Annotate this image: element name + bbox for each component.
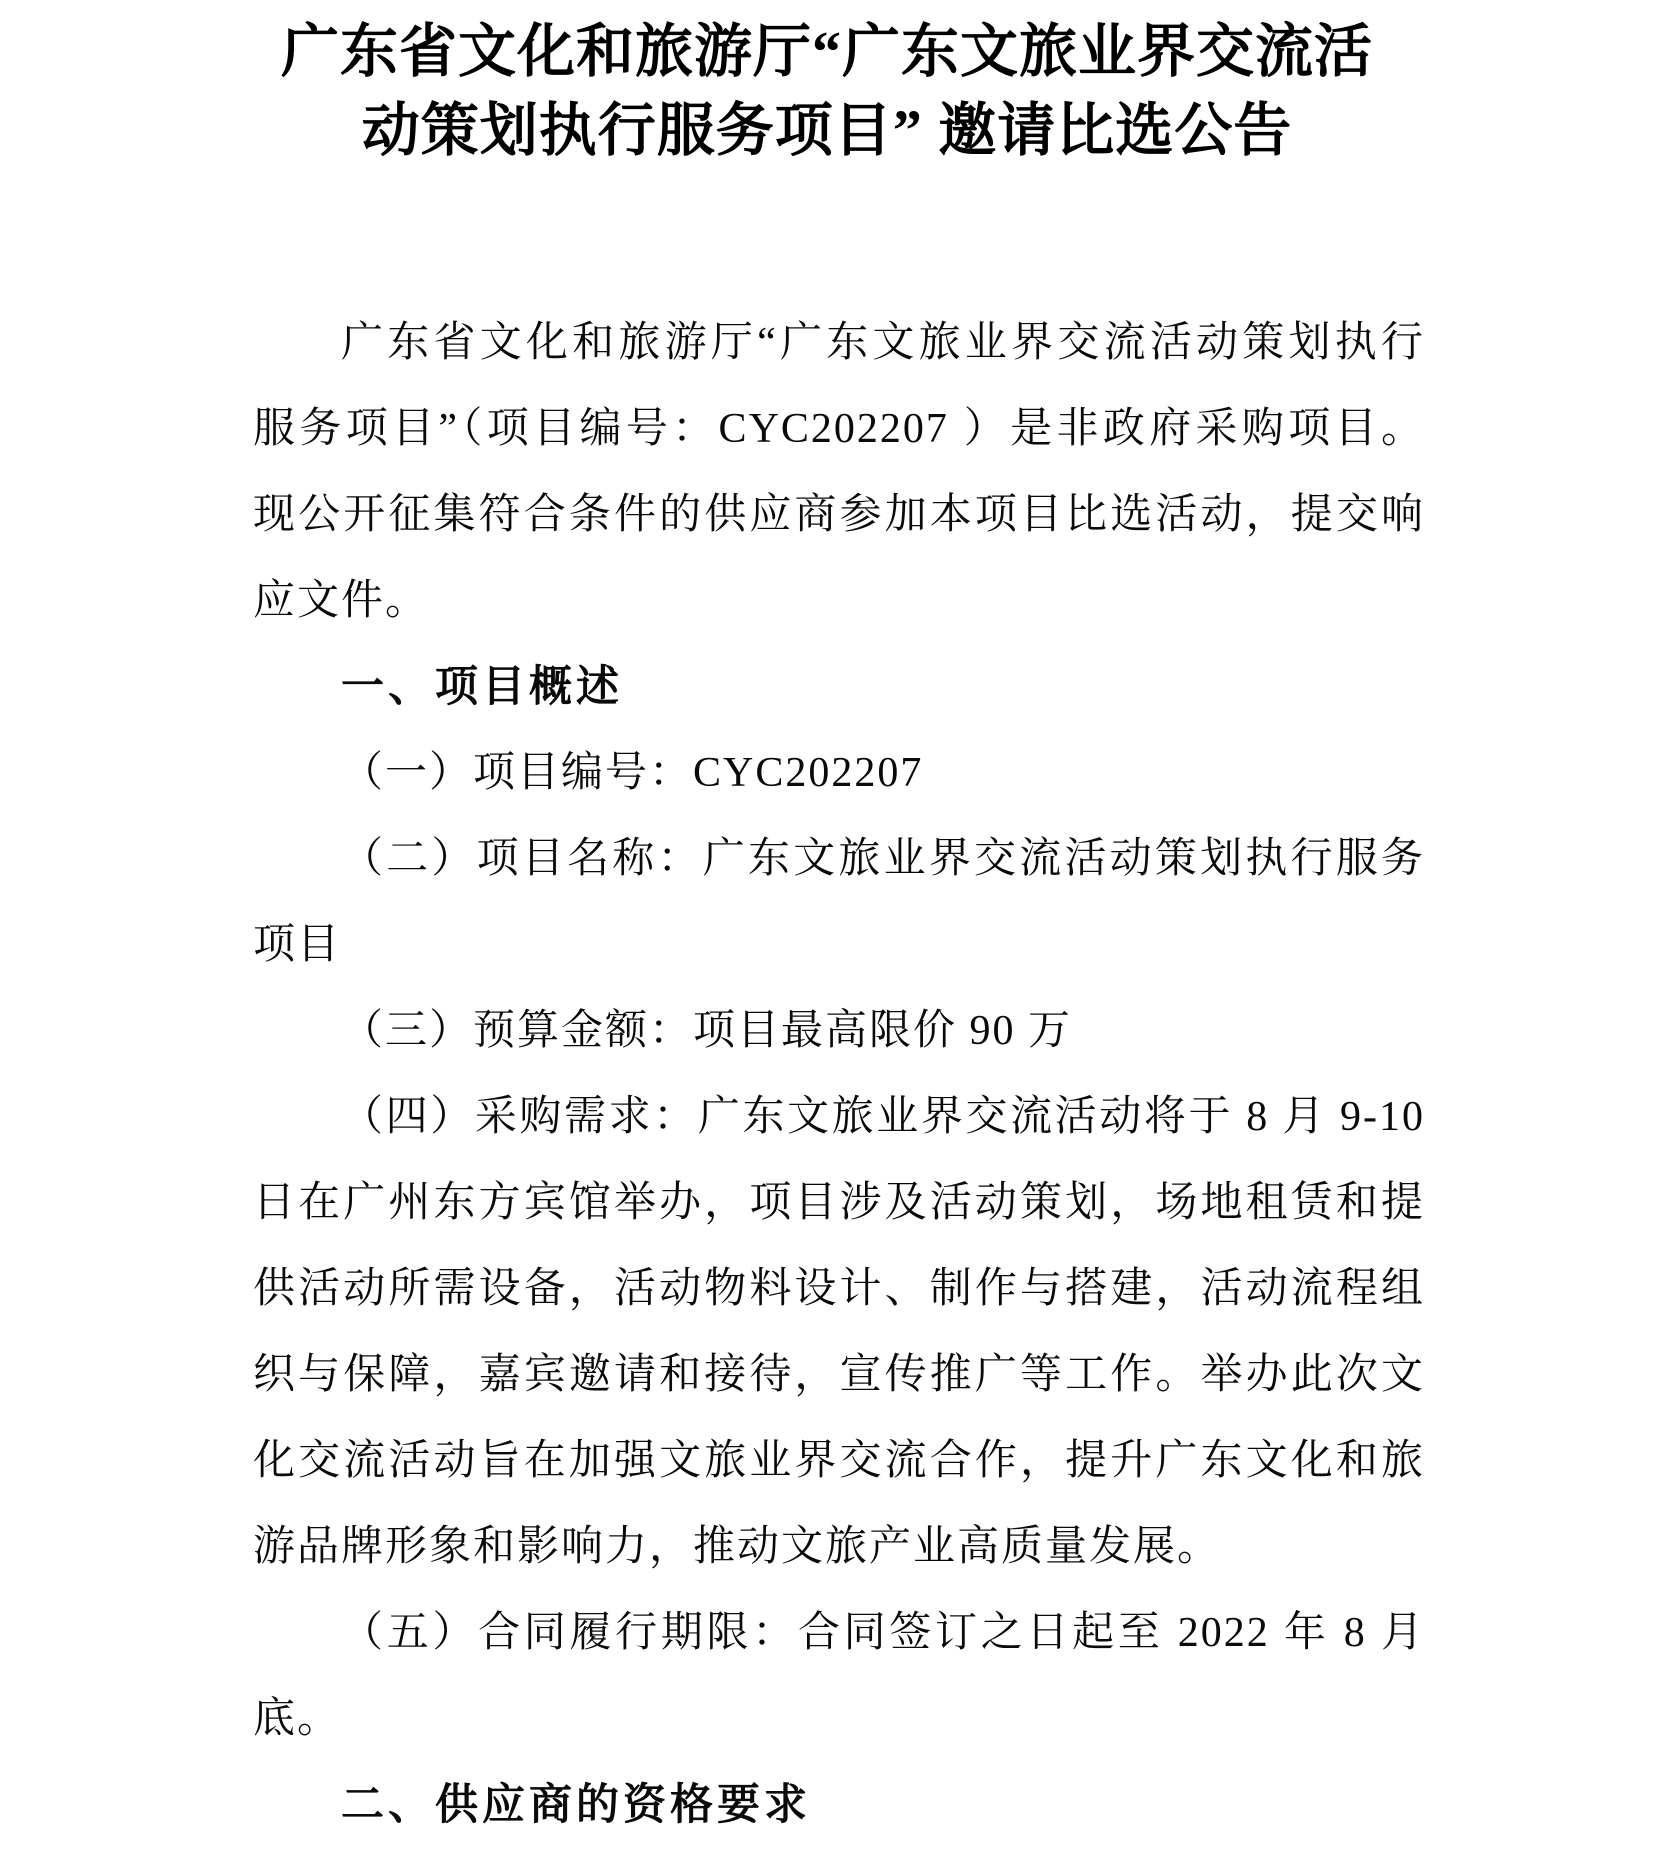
text-line: （一）项目编号：CYC202207 (341, 750, 924, 796)
document-title (0, 12, 1654, 170)
text-line: 广东省文化和旅游厅“广东文旅业界交流活动策划执行 (341, 320, 1425, 366)
text-line: （四）采购需求：广东文旅业界交流活动将于 8 月 9-10 (341, 1094, 1425, 1140)
text-line: 应文件。 (253, 578, 430, 624)
text-line: 日在广州东方宾馆举办，项目涉及活动策划，场地租赁和提 (253, 1180, 1425, 1226)
text-line: 织与保障，嘉宾邀请和接待，宣传推广等工作。举办此次文 (253, 1352, 1425, 1398)
section-heading: 一、项目概述 (341, 663, 623, 711)
text-line: 供活动所需设备，活动物料设计、制作与搭建，活动流程组 (253, 1266, 1425, 1312)
text-line: 现公开征集符合条件的供应商参加本项目比选活动，提交响 (253, 492, 1425, 538)
text-line: 服务项目”（项目编号：CYC202207 ）是非政府采购项目。 (253, 406, 1425, 452)
text-line: （二）项目名称：广东文旅业界交流活动策划执行服务 (341, 836, 1425, 882)
text-line: （五）合同履行期限：合同签订之日起至 2022 年 8 月 (341, 1610, 1425, 1656)
text-line: 游品牌形象和影响力，推动文旅产业高质量发展。 (253, 1524, 1222, 1570)
section-heading: 二、供应商的资格要求 (341, 1781, 811, 1829)
text-line: （三）预算金额：项目最高限价 90 万 (341, 1008, 1073, 1054)
text-line: 底。 (253, 1696, 342, 1742)
document-title-line-2: 动策划执行服务项目” 邀请比选公告 (361, 98, 1293, 163)
document-title-line-1: 广东省文化和旅游厅“广东文旅业界交流活 (280, 19, 1373, 84)
text-line: 化交流活动旨在加强文旅业界交流合作，提升广东文化和旅 (253, 1438, 1425, 1484)
document-body (253, 300, 1425, 1848)
text-line: 项目 (253, 922, 342, 968)
